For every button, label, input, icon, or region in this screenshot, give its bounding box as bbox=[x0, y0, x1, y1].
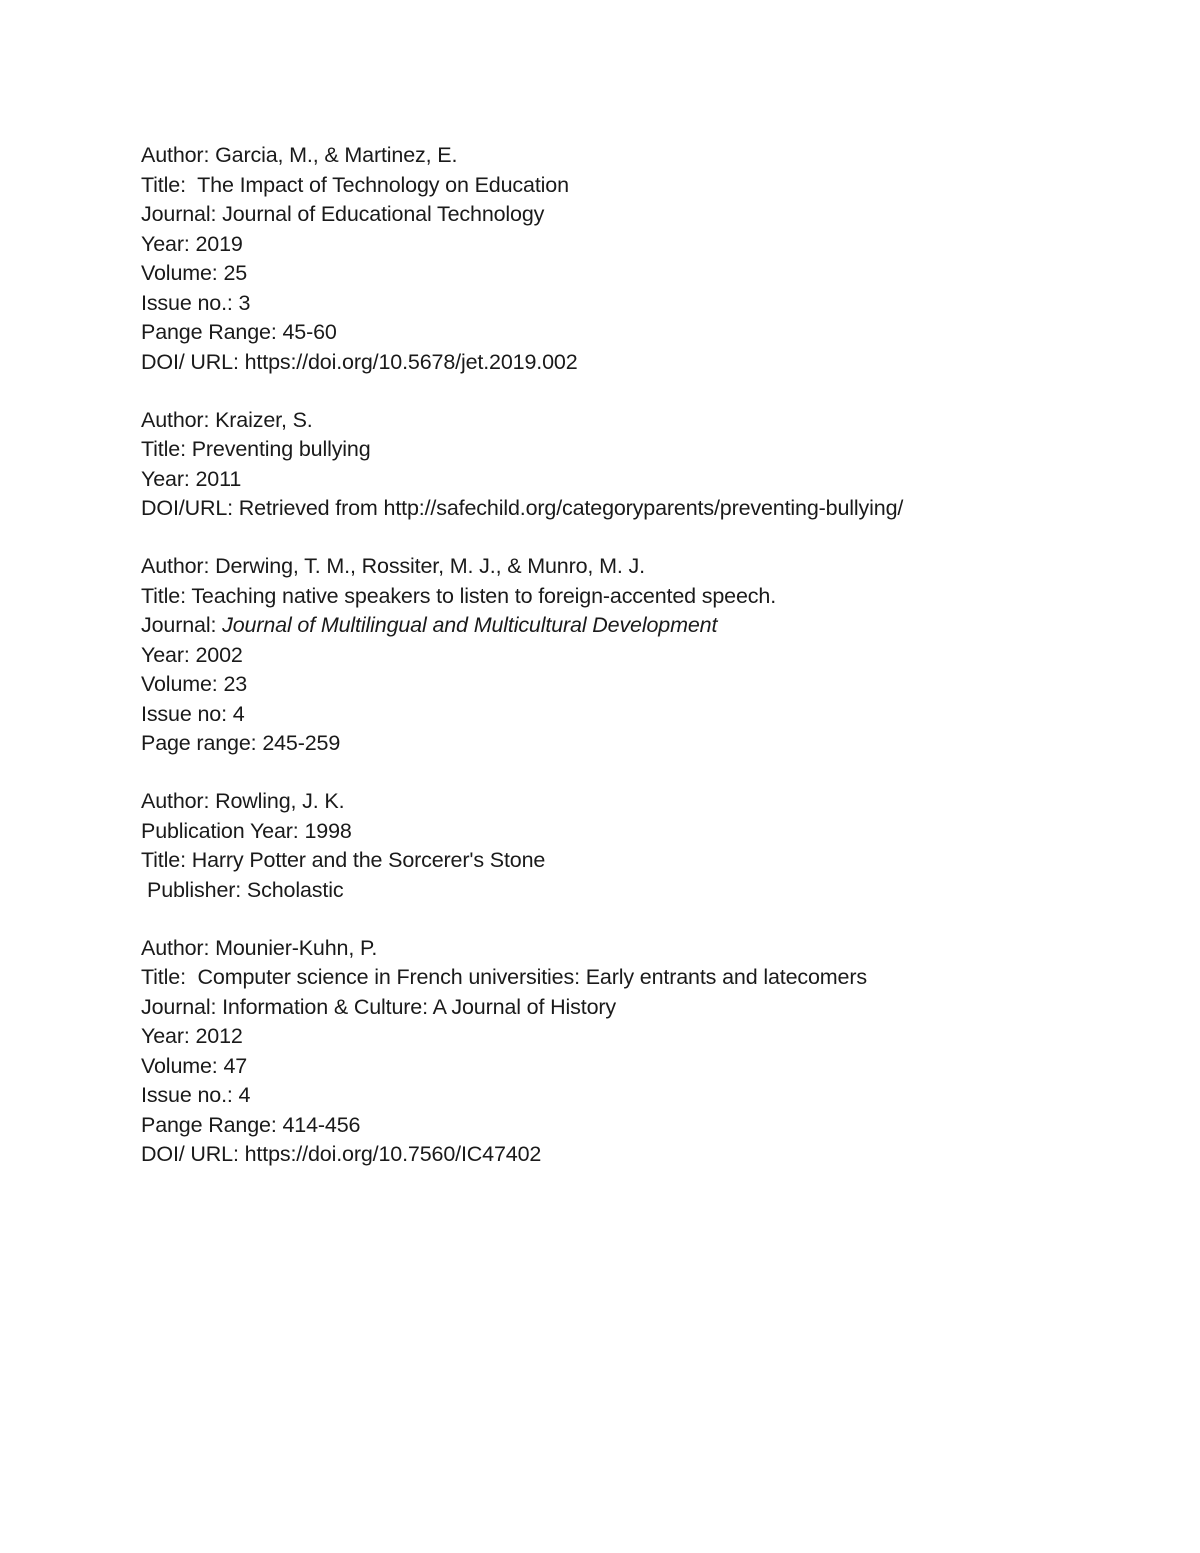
journal-name: Journal of Multilingual and Multicultural Development bbox=[222, 613, 718, 637]
journal-line: Journal: Journal of Educational Technology bbox=[141, 202, 545, 226]
issue-line: Issue no: 4 bbox=[141, 701, 245, 726]
author-line: Author: Mounier-Kuhn, P. bbox=[141, 935, 378, 960]
title-line: Title: The Impact of Technology on Education bbox=[141, 172, 569, 197]
author-line: Author: Garcia, M., & Martinez, E. bbox=[141, 143, 458, 167]
issue-line: Issue no.: 4 bbox=[141, 1083, 251, 1107]
reference-list bbox=[141, 141, 1121, 1198]
journal-line: Journal: Information & Culture: A Journal of History bbox=[141, 994, 616, 1019]
publication-year-line: Publication Year: 1998 bbox=[141, 818, 352, 843]
title-line: Title: Computer science in French universities: Early entrants and latecomers bbox=[141, 965, 867, 989]
title-line: Title: Teaching native speakers to listen to foreign-accented speech. bbox=[141, 583, 777, 608]
volume-line: Volume: 23 bbox=[141, 672, 248, 696]
page-range-line: Page range: 245-259 bbox=[141, 731, 341, 755]
issue-line: Issue no.: 3 bbox=[141, 290, 251, 315]
year-line: Year: 2012 bbox=[141, 1024, 243, 1048]
year-line: Year: 2011 bbox=[141, 466, 242, 491]
author-line: Author: Derwing, T. M., Rossiter, M. J., & Munro, M. J. bbox=[141, 554, 645, 578]
doi-url-line: DOI/ URL: https://doi.org/10.5678/jet.2019.002 bbox=[141, 349, 578, 374]
page-range-line: Pange Range: 414-456 bbox=[141, 1112, 361, 1137]
journal-label: Journal: bbox=[141, 613, 223, 637]
author-line: Author: Rowling, J. K. bbox=[141, 789, 345, 813]
reference-entry-rowling bbox=[141, 787, 1121, 905]
title-line: Title: Harry Potter and the Sorcerer's Stone bbox=[141, 848, 546, 872]
doi-url-line: DOI/URL: Retrieved from http://safechild.org/categoryparents/preventing-bullying/ bbox=[141, 496, 904, 520]
reference-entry-garcia bbox=[141, 141, 1121, 377]
year-line: Year: 2002 bbox=[141, 642, 243, 667]
page-range-line: Pange Range: 45-60 bbox=[141, 320, 337, 344]
journal-line bbox=[141, 611, 1121, 641]
author-line: Author: Kraizer, S. bbox=[141, 407, 313, 432]
doi-url-line: DOI/ URL: https://doi.org/10.7560/IC47402 bbox=[141, 1142, 542, 1166]
title-line: Title: Preventing bullying bbox=[141, 437, 371, 461]
year-line: Year: 2019 bbox=[141, 231, 243, 256]
reference-entry-kraizer bbox=[141, 406, 1121, 524]
volume-line: Volume: 47 bbox=[141, 1053, 248, 1078]
reference-entry-derwing bbox=[141, 552, 1121, 759]
volume-line: Volume: 25 bbox=[141, 261, 248, 285]
reference-entry-mounier-kuhn bbox=[141, 934, 1121, 1170]
publisher-line: Publisher: Scholastic bbox=[147, 877, 344, 902]
